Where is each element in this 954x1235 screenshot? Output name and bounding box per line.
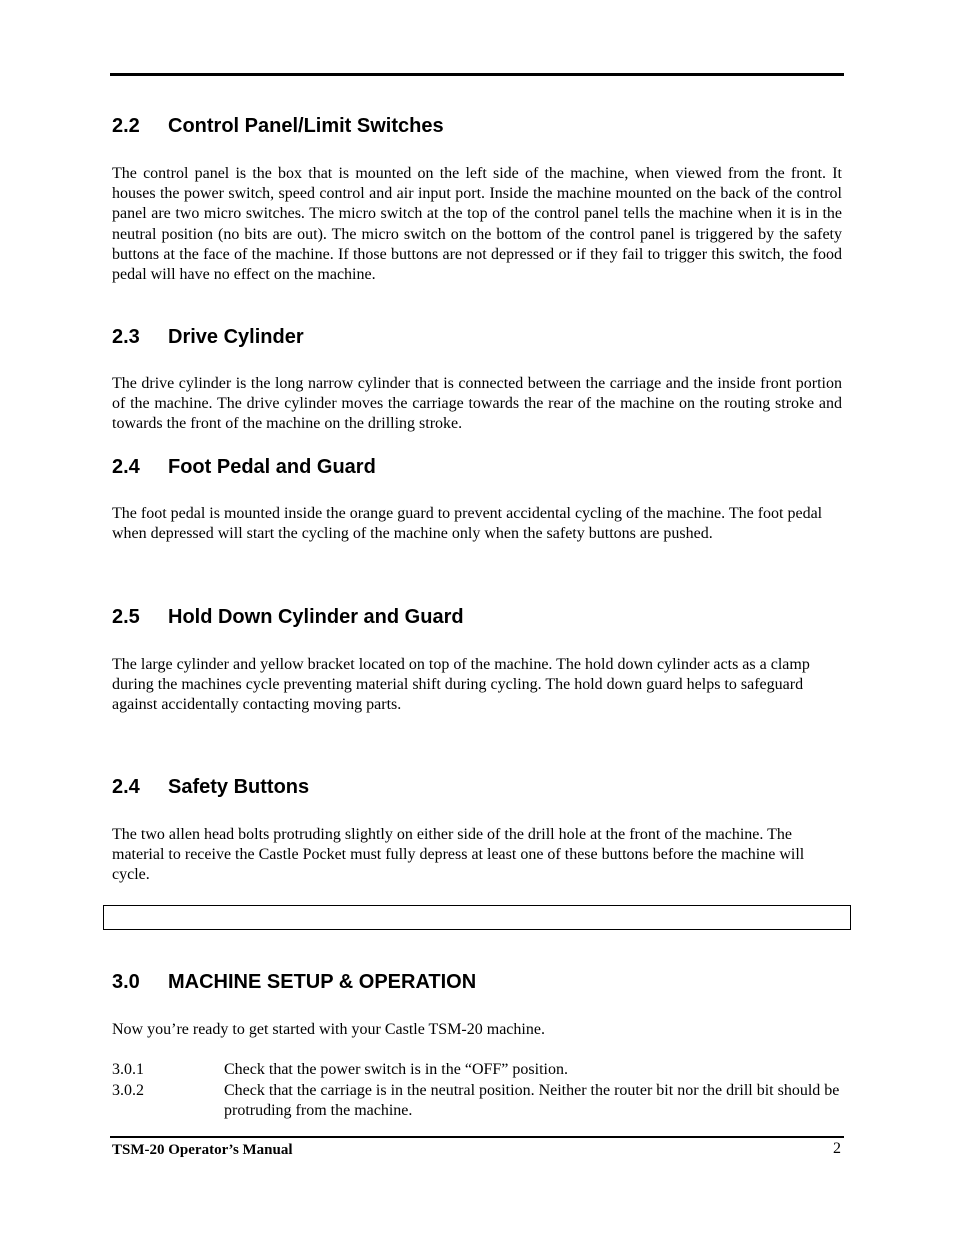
section-body: Now you’re ready to get started with your Castle TSM-20 machine. bbox=[112, 1021, 545, 1038]
section-title: Control Panel/Limit Switches bbox=[168, 115, 444, 137]
section-body: The drive cylinder is the long narrow cylinder that is connected between the carriage and the inside front portion of the machine. The drive cylinder moves the carriage towards the rear of the machine on the routing stroke and towards the front of the machine on the drilling stroke. bbox=[112, 375, 842, 433]
section-body: The control panel is the box that is mounted on the left side of the machine, when viewed from the front. It houses the power switch, speed control and air input port. Inside the machine mounted on the back of the control panel are two micro switches. The micro switch at the top of the control panel tells the machine when it is in the neutral position (no bits are out). The micro switch on the bottom of the control panel is triggered by the safety buttons at the face of the machine. If those buttons are not depressed or if they fail to trigger this switch, the food pedal will have no effect on the machine. bbox=[112, 165, 842, 284]
footer-rule bbox=[110, 1136, 844, 1138]
step-text: Check that the power switch is in the “OFF” position. bbox=[224, 1061, 568, 1078]
step-item bbox=[112, 1081, 842, 1121]
section-heading bbox=[112, 775, 309, 799]
section-heading bbox=[112, 605, 464, 629]
section-number: 2.3 bbox=[112, 326, 140, 348]
section-body: The large cylinder and yellow bracket located on top of the machine. The hold down cylinder acts as a clamp during the machines cycle preventing material shift during cycling. The hold down guard helps to safeguard against accidentally contacting moving parts. bbox=[112, 656, 810, 714]
section-title: Drive Cylinder bbox=[168, 326, 304, 348]
section-heading bbox=[112, 114, 444, 138]
step-item bbox=[112, 1060, 842, 1080]
section-number: 2.2 bbox=[112, 115, 140, 137]
section-heading bbox=[112, 970, 476, 994]
step-number: 3.0.2 bbox=[112, 1082, 144, 1099]
step-text: Check that the carriage is in the neutral position. Neither the router bit nor the drill bit should be protruding from the machine. bbox=[224, 1082, 840, 1120]
section-body: The foot pedal is mounted inside the orange guard to prevent accidental cycling of the machine. The foot pedal when depressed will start the cycling of the machine only when the safety buttons are pushed. bbox=[112, 505, 823, 543]
section-title: MACHINE SETUP & OPERATION bbox=[168, 971, 477, 993]
section-number: 3.0 bbox=[112, 971, 140, 993]
section-title: Hold Down Cylinder and Guard bbox=[168, 606, 464, 628]
section-heading bbox=[112, 455, 376, 479]
step-number: 3.0.1 bbox=[112, 1061, 144, 1078]
empty-box bbox=[103, 905, 851, 930]
section-number: 2.4 bbox=[112, 776, 140, 798]
section-title: Foot Pedal and Guard bbox=[168, 456, 376, 478]
header-rule bbox=[110, 73, 844, 76]
footer-title: TSM-20 Operator’s Manual bbox=[112, 1142, 293, 1158]
page-number: 2 bbox=[833, 1140, 841, 1157]
section-number: 2.4 bbox=[112, 456, 140, 478]
section-body: The two allen head bolts protruding slightly on either side of the drill hole at the front of the machine. The material to receive the Castle Pocket must fully depress at least one of these buttons before the machine will cycle. bbox=[112, 826, 805, 884]
section-heading bbox=[112, 325, 304, 349]
section-title: Safety Buttons bbox=[168, 776, 310, 798]
section-number: 2.5 bbox=[112, 606, 140, 628]
